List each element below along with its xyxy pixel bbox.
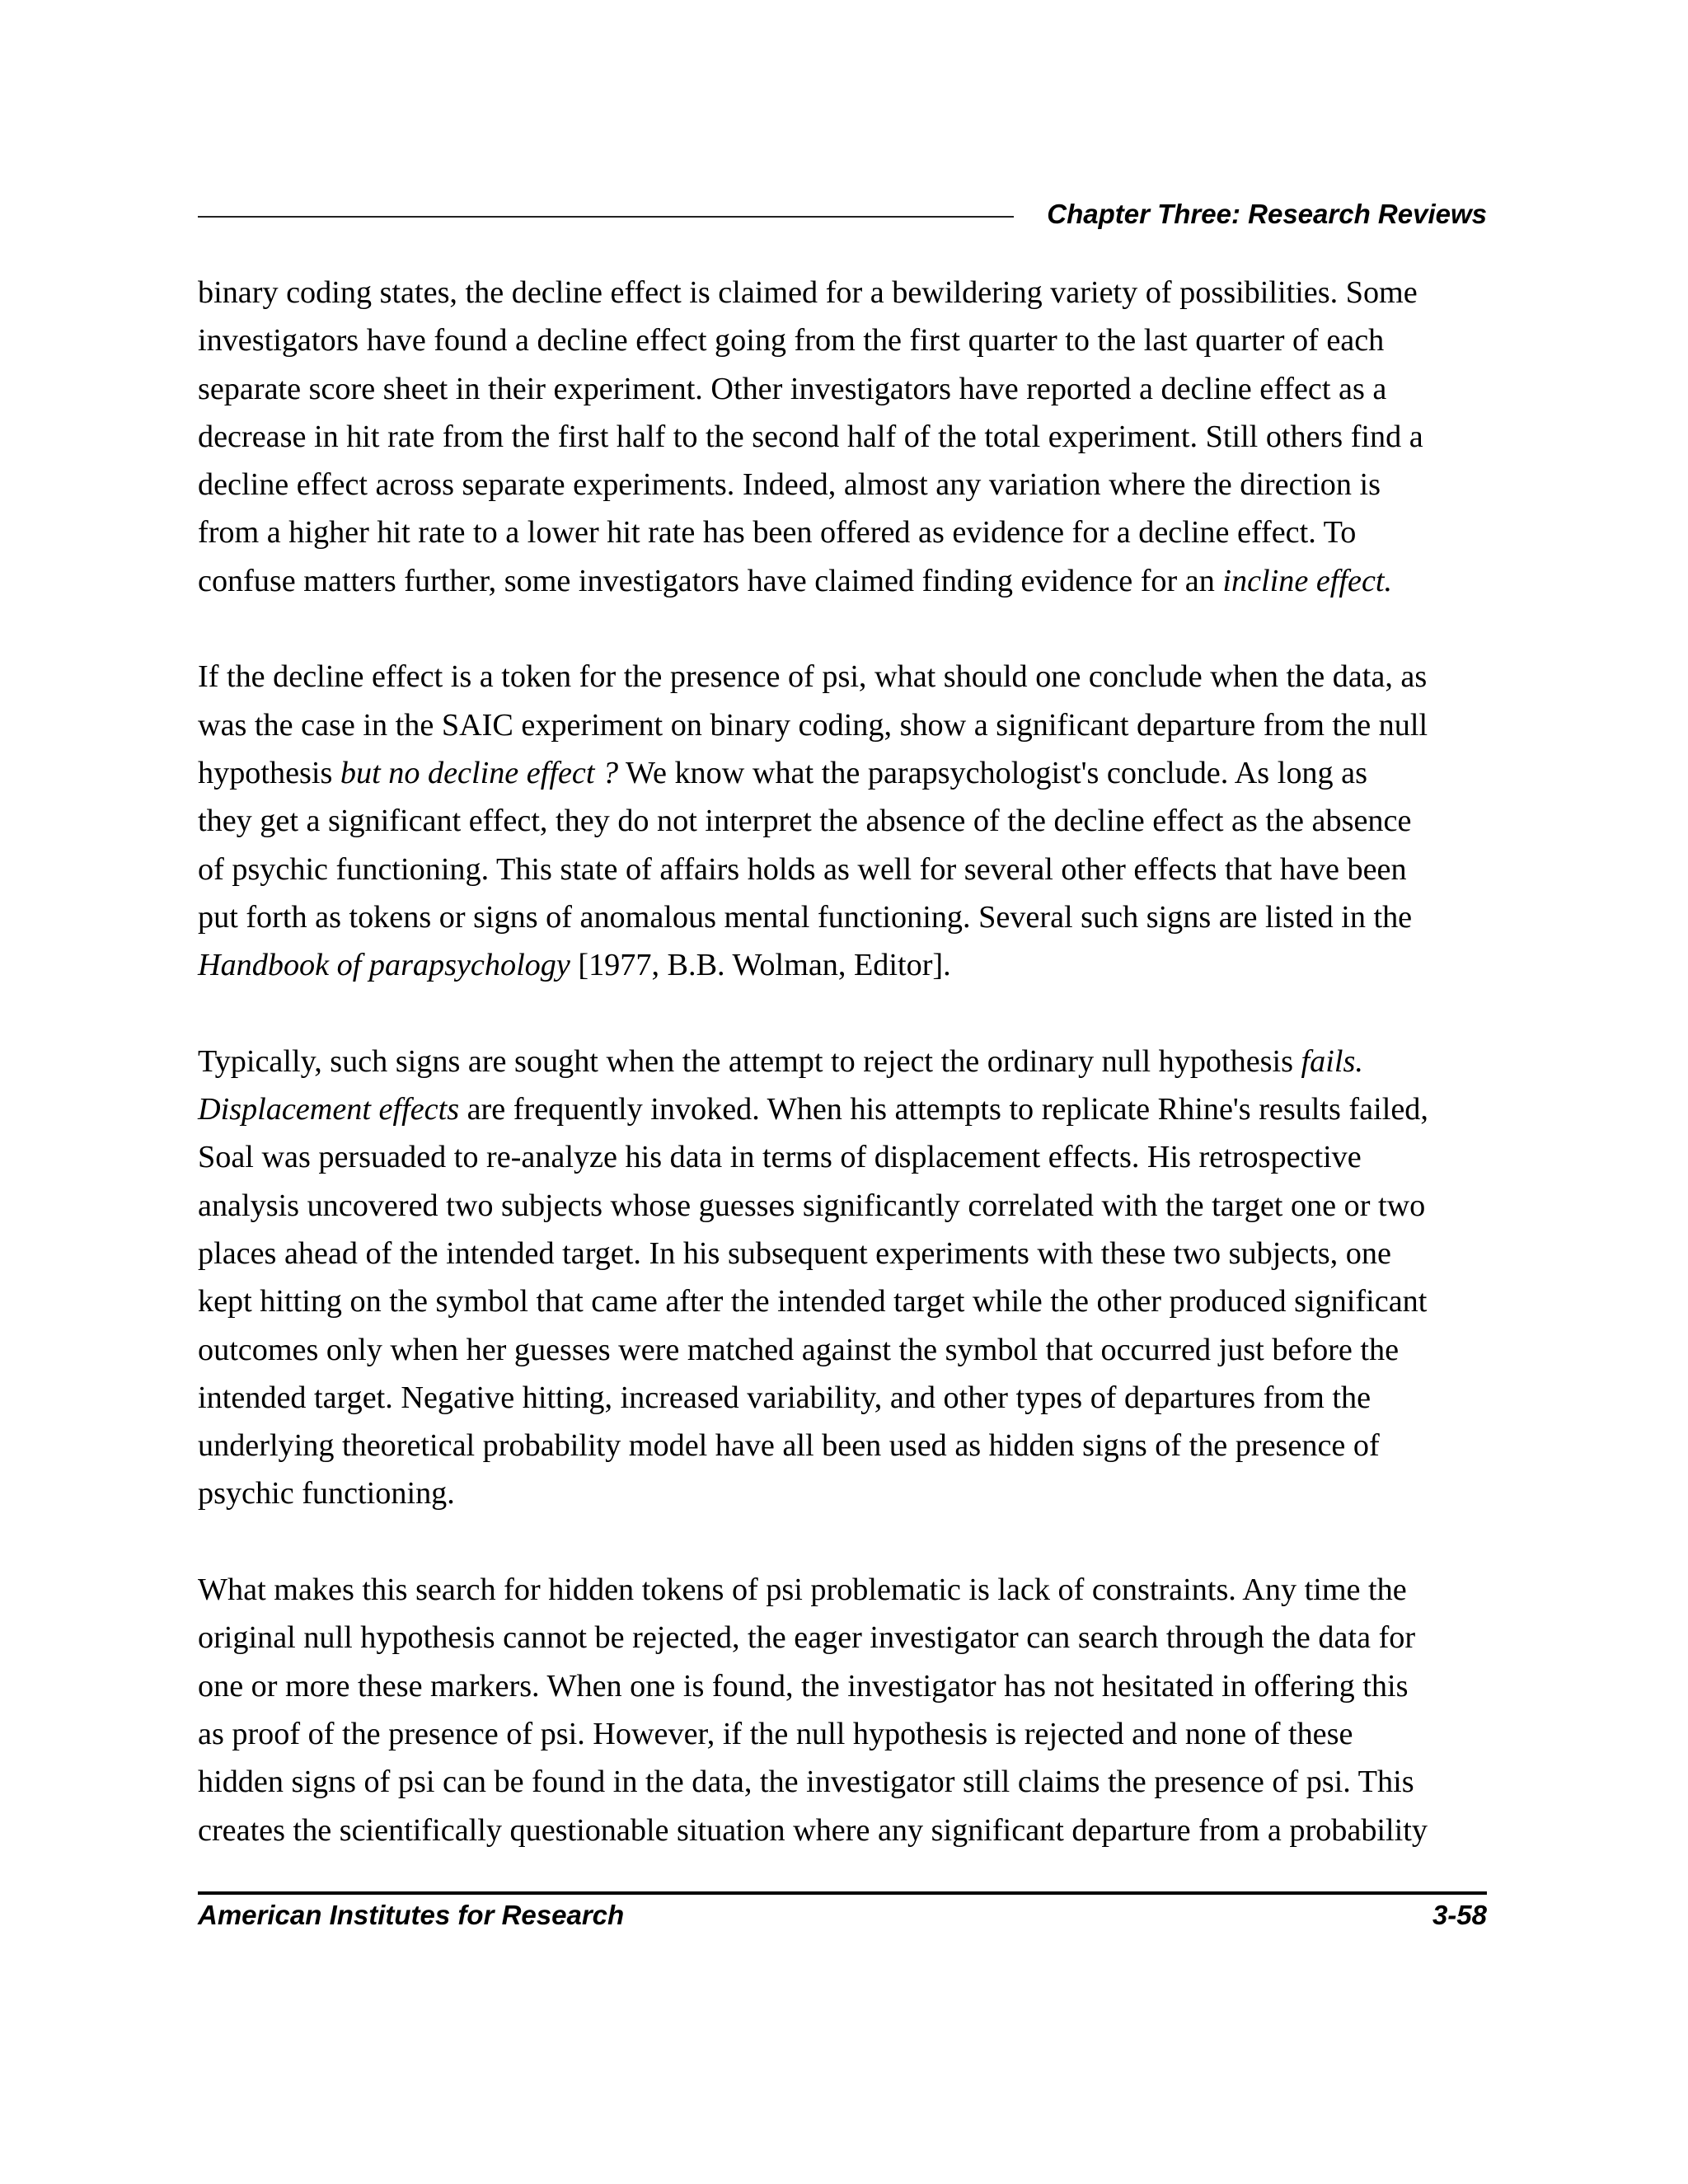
italic-text: Displacement effects (198, 1092, 460, 1127)
text-segment: original null hypothesis cannot be rejected, the eager investigator can search through the data for (198, 1620, 1416, 1656)
text-segment: from a higher hit rate to a lower hit rate has been offered as evidence for a decline effect. To (198, 515, 1357, 551)
text-line (198, 653, 1487, 701)
paragraph (198, 653, 1487, 989)
text-line (198, 461, 1487, 509)
text-line (198, 893, 1487, 941)
text-segment: We know what the parapsychologist's conclude. As long as (618, 755, 1367, 790)
paragraph (198, 1566, 1487, 1854)
text-line (198, 1566, 1487, 1614)
text-line (198, 846, 1487, 893)
italic-text: incline effect. (1222, 563, 1393, 598)
text-segment: creates the scientifically questionable situation where any significant departure from a probability (198, 1812, 1428, 1848)
text-line (198, 365, 1487, 413)
text-line (198, 1469, 1487, 1517)
text-segment: investigators have found a decline effect going from the first quarter to the last quarter of each (198, 323, 1385, 359)
text-segment: one or more these markers. When one is found, the investigator has not hesitated in offering this (198, 1668, 1409, 1704)
page-number: 3-58 (1432, 1900, 1487, 1930)
text-segment: intended target. Negative hitting, increased variability, and other types of departures from the (198, 1380, 1372, 1415)
text-segment: binary coding states, the decline effect is claimed for a bewildering variety of possibilities. Some (198, 275, 1418, 310)
text-line (198, 316, 1487, 364)
text-line (198, 1326, 1487, 1374)
text-line (198, 1038, 1487, 1085)
paragraph (198, 269, 1487, 605)
text-segment: Typically, such signs are sought when the attempt to reject the ordinary null hypothesis (198, 1043, 1301, 1079)
text-segment: are frequently invoked. When his attempts to replicate Rhine's results failed, (459, 1092, 1428, 1127)
text-line (198, 1807, 1487, 1854)
text-segment: as proof of the presence of psi. However, if the null hypothesis is rejected and none of these (198, 1716, 1353, 1751)
text-segment: hypothesis (198, 755, 340, 790)
text-segment: underlying theoretical probability model have all been used as hidden signs of the presence of (198, 1428, 1380, 1464)
text-segment: [1977, B.B. Wolman, Editor]. (570, 948, 951, 983)
text-segment: separate score sheet in their experiment. Other investigators have reported a decline effect as a (198, 371, 1387, 406)
text-line (198, 1614, 1487, 1661)
text-line (198, 1133, 1487, 1181)
text-line (198, 413, 1487, 461)
text-line (198, 1182, 1487, 1230)
text-line (198, 269, 1487, 316)
text-segment: psychic functioning. (198, 1476, 455, 1511)
page-header (198, 198, 1487, 231)
italic-text: Handbook of parapsychology (198, 948, 570, 983)
chapter-title: Chapter Three: Research Reviews (1047, 199, 1487, 229)
text-segment: Soal was persuaded to re-analyze his data in terms of displacement effects. His retrospective (198, 1140, 1362, 1175)
footer-organization: American Institutes for Research (198, 1900, 625, 1930)
text-segment: If the decline effect is a token for the presence of psi, what should one conclude when the data, as (198, 659, 1428, 695)
text-line (198, 1662, 1487, 1710)
text-line (198, 1085, 1487, 1133)
text-line (198, 701, 1487, 749)
text-segment: What makes this search for hidden tokens of psi problematic is lack of constraints. Any time the (198, 1572, 1407, 1608)
text-line (198, 509, 1487, 556)
text-line (198, 1374, 1487, 1422)
text-line (198, 1230, 1487, 1277)
body-text (198, 269, 1487, 1854)
text-line (198, 797, 1487, 845)
text-segment: hidden signs of psi can be found in the data, the investigator still claims the presence of psi. This (198, 1765, 1414, 1800)
text-segment: they get a significant effect, they do not interpret the absence of the decline effect as the absence (198, 804, 1412, 839)
header-rule (198, 216, 1014, 218)
text-line (198, 1277, 1487, 1325)
text-segment: places ahead of the intended target. In his subsequent experiments with these two subjects, one (198, 1235, 1391, 1271)
text-segment: of psychic functioning. This state of affairs holds as well for several other effects that have been (198, 851, 1407, 887)
paragraph (198, 1038, 1487, 1518)
text-segment: confuse matters further, some investigators have claimed finding evidence for an (198, 563, 1223, 598)
text-line (198, 557, 1487, 605)
text-segment: decline effect across separate experiments. Indeed, almost any variation where the direction is (198, 467, 1381, 503)
text-line (198, 749, 1487, 797)
text-line (198, 1710, 1487, 1758)
text-segment: was the case in the SAIC experiment on binary coding, show a significant departure from the null (198, 707, 1428, 743)
text-segment: decrease in hit rate from the first half to the second half of the total experiment. Still others find a (198, 419, 1423, 454)
text-segment: put forth as tokens or signs of anomalous mental functioning. Several such signs are listed in the (198, 899, 1413, 935)
text-line (198, 1422, 1487, 1469)
text-segment: kept hitting on the symbol that came after the intended target while the other produced significant (198, 1284, 1428, 1319)
text-segment: analysis uncovered two subjects whose guesses significantly correlated with the target one or two (198, 1188, 1426, 1223)
text-line (198, 941, 1487, 989)
italic-text: but no decline effect ? (340, 755, 619, 790)
italic-text: fails. (1301, 1043, 1363, 1079)
footer-rule (198, 1891, 1487, 1895)
text-segment: outcomes only when her guesses were matched against the symbol that occurred just before the (198, 1332, 1400, 1367)
text-line (198, 1758, 1487, 1806)
